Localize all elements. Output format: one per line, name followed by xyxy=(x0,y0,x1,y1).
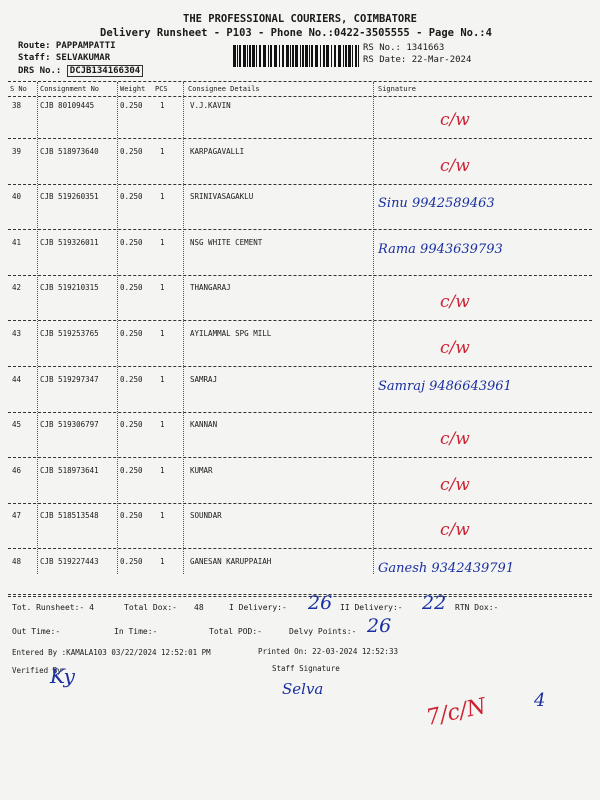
barcode-bar xyxy=(295,45,298,67)
verified-by: Verified By xyxy=(12,666,62,675)
row-consignee: GANESAN KARUPPAIAH xyxy=(190,557,272,566)
staff-label: Staff: SELVAKUMAR xyxy=(18,53,111,63)
row-weight: 0.250 xyxy=(120,375,143,384)
row-sno: 47 xyxy=(12,511,22,520)
barcode-bar xyxy=(355,45,357,67)
ii-delivery-label: II Delivery:- xyxy=(340,603,403,612)
barcode-bar xyxy=(348,45,351,67)
barcode-bar xyxy=(233,45,236,67)
col-consignment: Consignment No xyxy=(40,85,100,93)
row-weight: 0.250 xyxy=(120,466,143,475)
out-time-label: Out Time:- xyxy=(12,627,61,636)
barcode-bar xyxy=(302,45,304,67)
drs-label xyxy=(18,66,143,76)
grid-line xyxy=(117,82,118,574)
row-pcs: 1 xyxy=(160,192,165,201)
row-weight: 0.250 xyxy=(120,420,143,429)
row-sno: 41 xyxy=(12,238,22,247)
row-signature: c/w xyxy=(440,338,470,358)
row-weight: 0.250 xyxy=(120,147,143,156)
col-weight: Weight xyxy=(120,85,146,93)
col-pcs: PCS xyxy=(155,85,168,93)
row-separator xyxy=(8,594,592,595)
row-weight: 0.250 xyxy=(120,283,143,292)
row-separator xyxy=(8,138,592,139)
barcode-bar xyxy=(290,45,291,67)
row-consignee: KANNAN xyxy=(190,420,218,429)
row-consignee: THANGARAJ xyxy=(190,283,231,292)
barcode-bar xyxy=(252,45,255,67)
row-consignee: SRINIVASAGAKLU xyxy=(190,192,254,201)
row-weight: 0.250 xyxy=(120,329,143,338)
barcode-bar xyxy=(343,45,344,67)
row-weight: 0.250 xyxy=(120,101,143,110)
row-consignee: SOUNDAR xyxy=(190,511,222,520)
header-rule-bottom xyxy=(8,96,592,97)
row-consignment-no: CJB 80109445 xyxy=(40,101,95,110)
ii-delivery-handwritten: 22 xyxy=(422,592,447,614)
row-consignment-no: CJB 519253765 xyxy=(40,329,99,338)
barcode-bar xyxy=(279,45,280,67)
row-consignment-no: CJB 519227443 xyxy=(40,557,99,566)
barcode-image xyxy=(233,45,359,67)
drs-label-text: DRS No.: xyxy=(18,66,62,76)
row-pcs: 1 xyxy=(160,238,165,247)
grid-line xyxy=(37,82,38,574)
printed-on: Printed On: 22-03-2024 12:52:33 xyxy=(258,647,398,656)
row-pcs: 1 xyxy=(160,329,165,338)
barcode-bar xyxy=(305,45,308,67)
total-pod-label: Total POD:- xyxy=(209,627,262,636)
row-consignment-no: CJB 518973641 xyxy=(40,466,99,475)
drs-value: DCJB134166304 xyxy=(67,65,143,77)
row-signature: c/w xyxy=(440,475,470,495)
row-sno: 48 xyxy=(12,557,22,566)
total-dox-label: Total Dox:- xyxy=(124,603,177,612)
row-separator xyxy=(8,503,592,504)
row-consignment-no: CJB 518973640 xyxy=(40,147,99,156)
barcode-bar xyxy=(247,45,248,67)
row-consignee: NSG WHITE CEMENT xyxy=(190,238,263,247)
barcode-bar xyxy=(292,45,294,67)
row-pcs: 1 xyxy=(160,375,165,384)
col-consignee: Consignee Details xyxy=(188,85,260,93)
row-signature: Samraj 9486643961 xyxy=(378,379,512,394)
row-sno: 43 xyxy=(12,329,22,338)
row-sno: 38 xyxy=(12,101,22,110)
row-sno: 39 xyxy=(12,147,22,156)
row-pcs: 1 xyxy=(160,283,165,292)
row-weight: 0.250 xyxy=(120,192,143,201)
row-pcs: 1 xyxy=(160,511,165,520)
barcode-bar xyxy=(358,45,359,67)
row-signature: Sinu 9942589463 xyxy=(378,196,495,211)
staff-handwritten-signature: Selva xyxy=(282,680,324,698)
row-sno: 45 xyxy=(12,420,22,429)
row-consignment-no: CJB 519326011 xyxy=(40,238,99,247)
row-signature: c/w xyxy=(440,110,470,130)
barcode-bar xyxy=(239,45,241,67)
tot-runsheet: Tot. Runsheet:- 4 xyxy=(12,603,94,612)
barcode-bar xyxy=(268,45,269,67)
barcode-bar xyxy=(249,45,251,67)
row-separator xyxy=(8,366,592,367)
barcode-bar xyxy=(309,45,310,67)
rs-date: RS Date: 22-Mar-2024 xyxy=(363,55,472,65)
row-consignment-no: CJB 519306797 xyxy=(40,420,99,429)
barcode-bar xyxy=(237,45,238,67)
row-separator xyxy=(8,275,592,276)
barcode-bar xyxy=(263,45,266,67)
row-separator xyxy=(8,320,592,321)
barcode-bar xyxy=(326,45,329,67)
row-weight: 0.250 xyxy=(120,238,143,247)
row-pcs: 1 xyxy=(160,101,165,110)
row-weight: 0.250 xyxy=(120,511,143,520)
row-consignment-no: CJB 518513548 xyxy=(40,511,99,520)
rs-no: RS No.: 1341663 xyxy=(363,43,445,53)
row-pcs: 1 xyxy=(160,466,165,475)
entered-by: Entered By :KAMALA103 03/22/2024 12:52:01 PM xyxy=(12,648,211,657)
row-separator xyxy=(8,457,592,458)
route-label: Route: PAPPAMPATTI xyxy=(18,41,116,51)
row-pcs: 1 xyxy=(160,420,165,429)
total-dox-value: 48 xyxy=(194,603,204,612)
barcode-bar xyxy=(345,45,347,67)
rtn-dox-label: RTN Dox:- xyxy=(455,603,499,612)
barcode-bar xyxy=(286,45,289,67)
header-rule-top xyxy=(8,81,592,82)
row-consignee: AYILAMMAL SPG MILL xyxy=(190,329,272,338)
staff-signature-label: Staff Signature xyxy=(272,664,340,673)
row-pcs: 1 xyxy=(160,557,165,566)
row-signature: c/w xyxy=(440,429,470,449)
row-sno: 40 xyxy=(12,192,22,201)
row-separator xyxy=(8,184,592,185)
handwritten-note: 7/c/N xyxy=(424,693,489,732)
i-delivery-handwritten: 26 xyxy=(308,592,333,614)
row-sno: 46 xyxy=(12,466,22,475)
row-separator xyxy=(8,412,592,413)
row-consignment-no: CJB 519297347 xyxy=(40,375,99,384)
barcode-bar xyxy=(300,45,301,67)
barcode-bar xyxy=(315,45,318,67)
barcode-bar xyxy=(243,45,246,67)
row-separator xyxy=(8,229,592,230)
col-signature: Signature xyxy=(378,85,416,93)
row-consignment-no: CJB 519210315 xyxy=(40,283,99,292)
in-time-label: In Time:- xyxy=(114,627,158,636)
row-consignee: SAMRAJ xyxy=(190,375,218,384)
barcode-bar xyxy=(274,45,277,67)
delvy-points-label: Delvy Points:- xyxy=(289,627,357,636)
row-weight: 0.250 xyxy=(120,557,143,566)
barcode-bar xyxy=(323,45,325,67)
barcode-bar xyxy=(334,45,336,67)
barcode-bar xyxy=(256,45,257,67)
col-sno: S No xyxy=(10,85,27,93)
row-separator xyxy=(8,548,592,549)
barcode-bar xyxy=(270,45,272,67)
barcode-bar xyxy=(282,45,284,67)
row-consignee: V.J.KAVIN xyxy=(190,101,231,110)
barcode-bar xyxy=(338,45,341,67)
row-signature: c/w xyxy=(440,292,470,312)
i-delivery-label: I Delivery:- xyxy=(229,603,287,612)
barcode-bar xyxy=(352,45,353,67)
row-signature: c/w xyxy=(440,520,470,540)
row-consignee: KARPAGAVALLI xyxy=(190,147,245,156)
delvy-points-handwritten: 26 xyxy=(367,615,392,637)
grid-line xyxy=(183,82,184,574)
totals-rule xyxy=(8,596,592,597)
row-signature: Rama 9943639793 xyxy=(378,242,503,257)
company-title: THE PROFESSIONAL COURIERS, COIMBATORE xyxy=(183,13,417,25)
row-consignee: KUMAR xyxy=(190,466,213,475)
row-consignment-no: CJB 519260351 xyxy=(40,192,99,201)
row-signature: Ganesh 9342439791 xyxy=(378,561,515,576)
barcode-bar xyxy=(331,45,332,67)
row-pcs: 1 xyxy=(160,147,165,156)
runsheet-subtitle: Delivery Runsheet - P103 - Phone No.:0422-3505555 - Page No.:4 xyxy=(100,27,492,39)
grid-line xyxy=(373,82,374,574)
row-signature: c/w xyxy=(440,156,470,176)
barcode-bar xyxy=(320,45,321,67)
barcode-bar xyxy=(259,45,261,67)
row-sno: 44 xyxy=(12,375,22,384)
barcode-bar xyxy=(311,45,313,67)
handwritten-note-number: 4 xyxy=(534,690,546,711)
row-sno: 42 xyxy=(12,283,22,292)
verified-signature: Ky xyxy=(50,664,75,688)
